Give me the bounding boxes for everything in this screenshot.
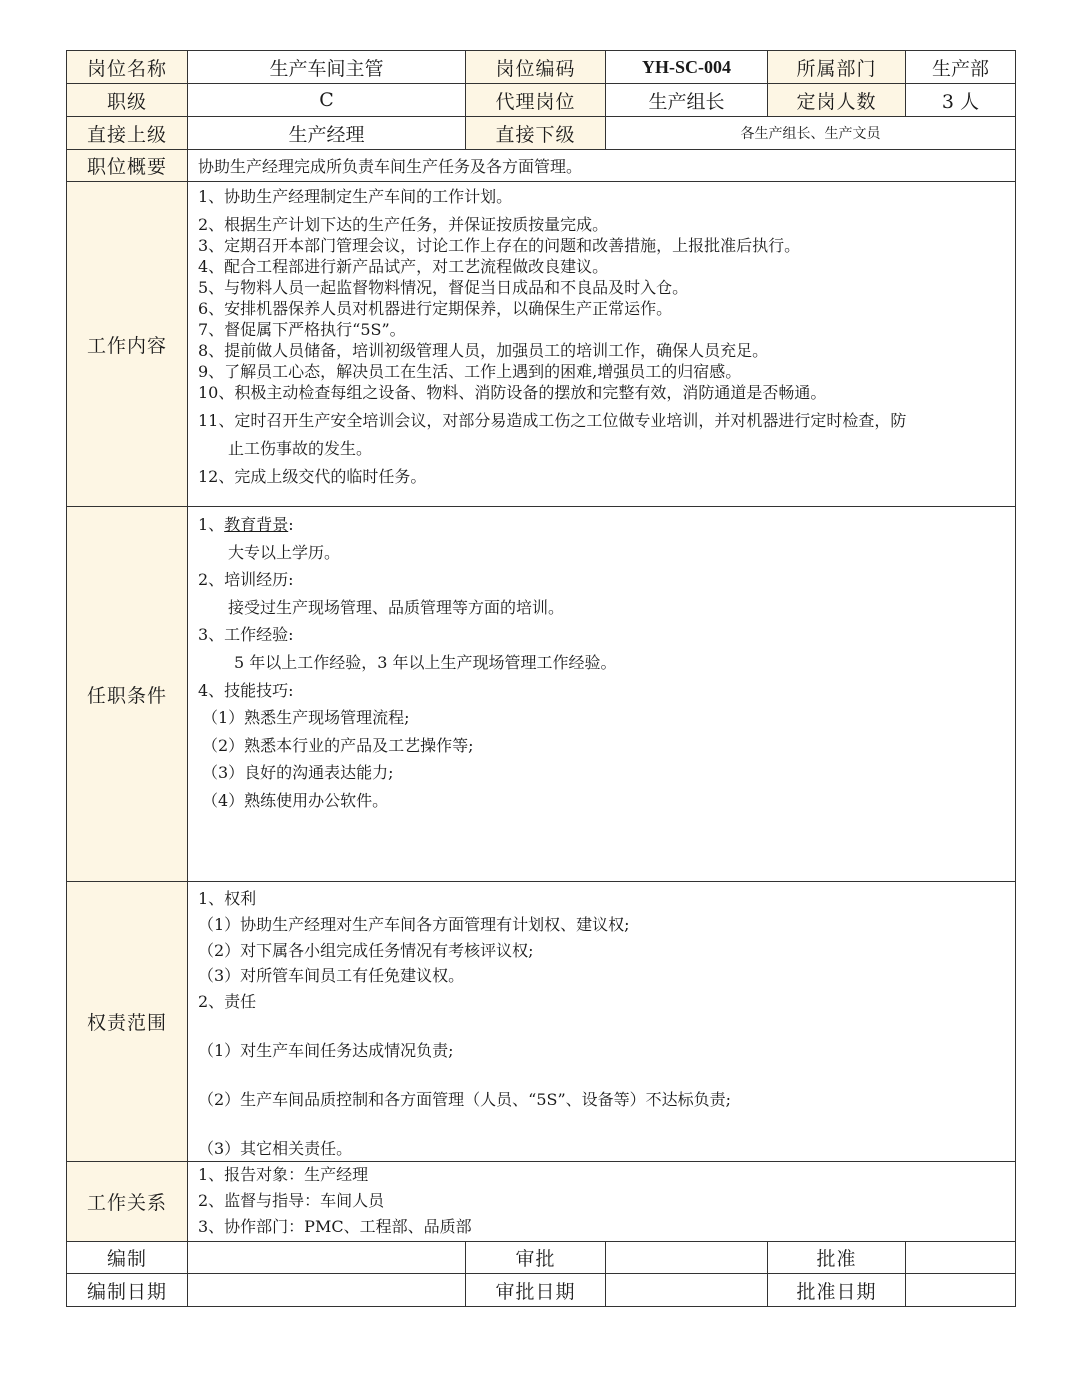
work-content-body bbox=[188, 182, 1016, 507]
position-code-label: 岗位编码 bbox=[466, 51, 606, 84]
right-item: （1）协助生产经理对生产车间各方面管理有计划权、建议权; bbox=[198, 914, 630, 934]
reviewed-label: 审批 bbox=[466, 1242, 606, 1274]
prepared-field[interactable] bbox=[188, 1242, 466, 1274]
work-item: 3、定期召开本部门管理会议，讨论工作上存在的问题和改善措施，上报批准后执行。 bbox=[198, 236, 801, 255]
rights-title: 1、权利 bbox=[198, 889, 257, 908]
approved-date-label: 批准日期 bbox=[768, 1274, 906, 1307]
work-item: 9、了解员工心态，解决员工在生活、工作上遇到的困难,增强员工的归宿感。 bbox=[198, 362, 742, 381]
authority-body bbox=[188, 882, 1016, 1162]
work-item: 4、配合工程部进行新产品试产，对工艺流程做改良建议。 bbox=[198, 257, 609, 276]
prepared-label: 编制 bbox=[67, 1242, 188, 1274]
grade-label: 职级 bbox=[67, 84, 188, 117]
qualifications-body bbox=[188, 507, 1016, 882]
education-detail: 大专以上学历。 bbox=[228, 542, 341, 562]
row-signoff bbox=[67, 1242, 1016, 1274]
deputy-value: 生产组长 bbox=[606, 84, 768, 117]
reviewed-date-label: 审批日期 bbox=[466, 1274, 606, 1307]
row-work-content bbox=[67, 182, 1016, 507]
skills-title: 4、技能技巧: bbox=[198, 680, 294, 700]
relation-item: 2、监督与指导：车间人员 bbox=[198, 1191, 385, 1211]
duty-item: （1）对生产车间任务达成情况负责; bbox=[198, 1040, 454, 1060]
work-item: 7、督促属下严格执行“5S”。 bbox=[198, 320, 406, 339]
work-item: 6、安排机器保养人员对机器进行定期保养，以确保生产正常运作。 bbox=[198, 299, 673, 318]
row-relations bbox=[67, 1162, 1016, 1242]
experience-title: 3、工作经验: bbox=[198, 625, 294, 645]
work-item: 5、与物料人员一起监督物料情况，督促当日成品和不良品及时入仓。 bbox=[198, 278, 689, 297]
work-item: 2、根据生产计划下达的生产任务，并保证按质按量完成。 bbox=[198, 215, 609, 234]
work-item: 1、协助生产经理制定生产车间的工作计划。 bbox=[198, 187, 513, 206]
education-title: 1、教育背景: bbox=[198, 515, 294, 534]
position-code-value: YH-SC-004 bbox=[606, 51, 768, 84]
reviewed-date-field[interactable] bbox=[606, 1274, 768, 1307]
work-item: 止工伤事故的发生。 bbox=[228, 439, 373, 458]
relations-label: 工作关系 bbox=[67, 1162, 188, 1242]
row-reporting bbox=[67, 117, 1016, 150]
experience-detail: 5 年以上工作经验，3 年以上生产现场管理工作经验。 bbox=[234, 652, 617, 672]
duty-item: （3）其它相关责任。 bbox=[198, 1138, 353, 1158]
duties-title: 2、责任 bbox=[198, 992, 257, 1012]
approved-field[interactable] bbox=[906, 1242, 1016, 1274]
duty-item: （2）生产车间品质控制和各方面管理（人员、“5S”、设备等）不达标负责; bbox=[198, 1089, 732, 1109]
skill-item: （1）熟悉生产现场管理流程; bbox=[202, 708, 410, 728]
subordinate-value: 各生产组长、生产文员 bbox=[606, 117, 1016, 150]
position-name-label: 岗位名称 bbox=[67, 51, 188, 84]
headcount-label: 定岗人数 bbox=[768, 84, 906, 117]
approved-date-field[interactable] bbox=[906, 1274, 1016, 1307]
work-item: 8、提前做人员储备，培训初级管理人员，加强员工的培训工作，确保人员充足。 bbox=[198, 341, 769, 360]
work-item: 11、定时召开生产安全培训会议，对部分易造成工伤之工位做专业培训，并对机器进行定时检查，防 bbox=[198, 411, 907, 430]
row-qualifications bbox=[67, 507, 1016, 882]
row-signoff-dates bbox=[67, 1274, 1016, 1307]
summary-text: 协助生产经理完成所负责车间生产任务及各方面管理。 bbox=[188, 150, 1016, 182]
prepared-date-label: 编制日期 bbox=[67, 1274, 188, 1307]
grade-value: C bbox=[188, 84, 466, 117]
summary-label: 职位概要 bbox=[67, 150, 188, 182]
department-value: 生产部 bbox=[906, 51, 1016, 84]
work-item: 10、积极主动检查每组之设备、物料、消防设备的摆放和完整有效，消防通道是否畅通。 bbox=[198, 383, 827, 402]
row-position bbox=[67, 51, 1016, 84]
headcount-value: 3 人 bbox=[906, 84, 1016, 117]
position-name-value: 生产车间主管 bbox=[188, 51, 466, 84]
right-item: （3）对所管车间员工有任免建议权。 bbox=[198, 966, 465, 986]
right-item: （2）对下属各小组完成任务情况有考核评议权; bbox=[198, 940, 534, 960]
row-authority bbox=[67, 882, 1016, 1162]
qualifications-label: 任职条件 bbox=[67, 507, 188, 882]
prepared-date-field[interactable] bbox=[188, 1274, 466, 1307]
training-detail: 接受过生产现场管理、品质管理等方面的培训。 bbox=[228, 597, 565, 617]
deputy-label: 代理岗位 bbox=[466, 84, 606, 117]
reviewed-field[interactable] bbox=[606, 1242, 768, 1274]
skill-item: （3）良好的沟通表达能力; bbox=[202, 763, 394, 783]
relation-item: 1、报告对象：生产经理 bbox=[198, 1165, 369, 1185]
authority-label: 权责范围 bbox=[67, 882, 188, 1162]
work-content-label: 工作内容 bbox=[67, 182, 188, 507]
row-summary bbox=[67, 150, 1016, 182]
relations-body bbox=[188, 1162, 1016, 1242]
relation-item: 3、协作部门：PMC、工程部、品质部 bbox=[198, 1217, 472, 1237]
superior-label: 直接上级 bbox=[67, 117, 188, 150]
work-item: 12、完成上级交代的临时任务。 bbox=[198, 467, 427, 486]
job-description-table bbox=[66, 50, 1016, 1307]
subordinate-label: 直接下级 bbox=[466, 117, 606, 150]
superior-value: 生产经理 bbox=[188, 117, 466, 150]
skill-item: （2）熟悉本行业的产品及工艺操作等; bbox=[202, 735, 474, 755]
training-title: 2、培训经历: bbox=[198, 570, 294, 590]
row-grade bbox=[67, 84, 1016, 117]
department-label: 所属部门 bbox=[768, 51, 906, 84]
approved-label: 批准 bbox=[768, 1242, 906, 1274]
skill-item: （4）熟练使用办公软件。 bbox=[202, 790, 389, 810]
